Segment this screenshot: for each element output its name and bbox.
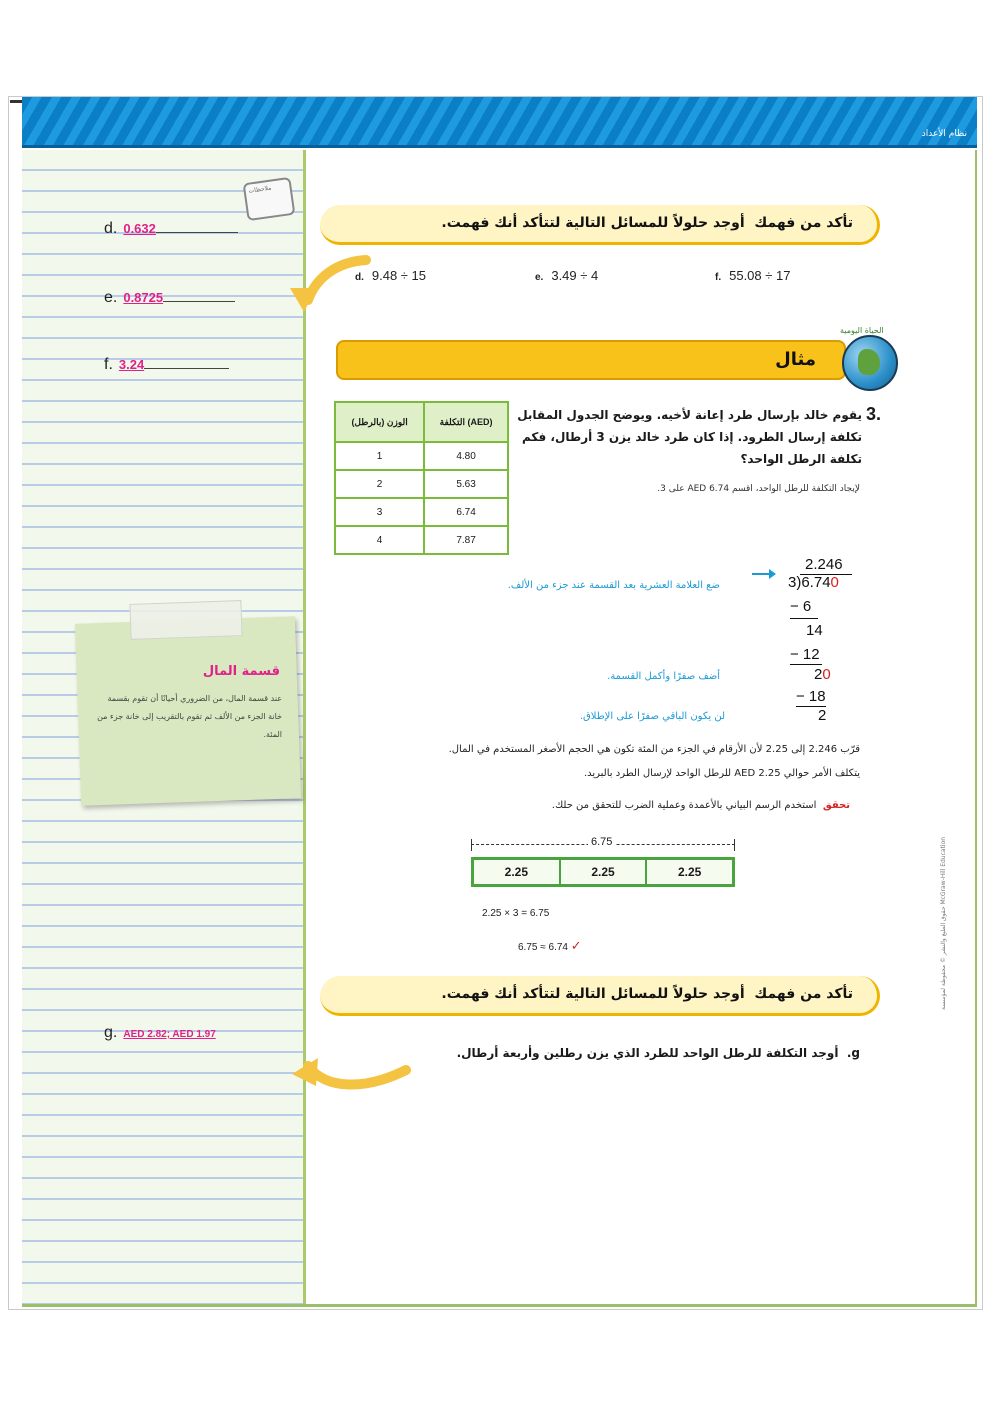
- check-mark-icon: ✓: [570, 938, 582, 953]
- notes-icon: ملاحظات: [243, 177, 296, 221]
- top-banner: [22, 97, 977, 148]
- bar-model: [471, 857, 735, 887]
- answer-e: e. 0.8725: [104, 289, 235, 307]
- equation-approx: 6.75 ≈ 6.74 ✓: [518, 938, 582, 953]
- sticky-note-body: عند قسمة المال، من الضروري أحيانًا أن تقوم بقسمة خانة الجزء من الألف ثم تقوم بالتقريب إلى خانة جزء من المئة.: [97, 694, 282, 739]
- side-credit: حقوق الطبع والنشر © محفوظة لمؤسسة McGraw-Hill Education: [940, 836, 947, 1010]
- table-header-cost: التكلفة (AED): [424, 402, 508, 442]
- example-title: مثال: [336, 340, 846, 380]
- table-row: 4 7.87: [335, 526, 508, 554]
- check-understanding-bar: تأكد من فهمك أوجد حلولاً للمسائل التالية لتتأكد أنك فهمت.: [320, 205, 880, 245]
- curved-arrow-icon-2: [286, 1040, 416, 1110]
- note-remainder: لن يكون الباقي صفرًا على الإطلاق.: [579, 711, 725, 722]
- para-check: تحقق استخدم الرسم البياني بالأعمدة وعملية الضرب للتحقق من حلك.: [551, 800, 850, 811]
- curved-arrow-icon: [286, 248, 376, 318]
- globe-tag: الحياة اليومية: [840, 326, 884, 335]
- para-round: قرّب 2.246 إلى 2.25 لأن الأرقام في الجزء من المئة تكون هي الحجم الأصغر المستخدم في المال.: [448, 744, 860, 755]
- answer-d: d. 0.632: [104, 220, 238, 238]
- example-subtext: لإيجاد التكلفة للرطل الواحد، اقسم AED 6.74 على 3.: [657, 484, 860, 494]
- example-number: 3.: [866, 404, 882, 424]
- check-understanding-bar-2: تأكد من فهمك أوجد حلولاً للمسائل التالية لتتأكد أنك فهمت.: [320, 976, 880, 1016]
- para-cost: يتكلف الأمر حوالي AED 2.25 للرطل الواحد لإرسال الطرد بالبريد.: [583, 768, 860, 779]
- divisor: 3)6.740: [788, 574, 839, 591]
- bar-part: 2.25: [645, 860, 732, 884]
- table-header-row: [335, 402, 508, 442]
- table-row: 1 4.80: [335, 442, 508, 470]
- bar-part: 2.25: [559, 860, 646, 884]
- example-text: يقوم خالد بإرسال طرد إعانة لأخيه. ويوضح الجدول المقابل تكلفة إرسال الطرود. إذا كان طرد خالد يزن 3 أرطال، فكم تكلفة الرطل الواحد؟: [517, 408, 862, 466]
- right-rule: [975, 150, 977, 1306]
- note-decimal: ضع العلامة العشرية بعد القسمة عند جزء من الألف.: [507, 580, 720, 591]
- table-header-weight: الوزن (بالرطل): [335, 402, 424, 442]
- note-add-zero: أضف صفرًا وأكمل القسمة.: [607, 671, 720, 682]
- bar-model-total: 6.75: [588, 836, 615, 848]
- unit-label: نظام الأعداد: [921, 129, 967, 139]
- equation-multiply: 2.25 × 3 = 6.75: [482, 908, 550, 919]
- tape: [129, 600, 242, 640]
- problem-e: e. 3.49 ÷ 4: [535, 268, 599, 283]
- cost-table: [334, 401, 509, 555]
- quotient: 2.246: [805, 556, 843, 573]
- problem-g: g. أوجد التكلفة للرطل الواحد للطرد الذي يزن رطلين وأربعة أرطال.: [456, 1046, 860, 1060]
- sticky-note-title: قسمة المال: [202, 664, 280, 679]
- bar-part: 2.25: [474, 860, 559, 884]
- problem-d: d. 9.48 ÷ 15: [355, 268, 427, 283]
- answer-f: f. 3.24: [104, 356, 229, 374]
- answer-g: g. AED 2.82; AED 1.97: [104, 1024, 216, 1041]
- table-row: 2 5.63: [335, 470, 508, 498]
- problem-f: f. 55.08 ÷ 17: [715, 268, 791, 283]
- pointer-arrow-icon: [752, 573, 774, 575]
- globe-icon: [842, 335, 898, 391]
- table-row: 3 6.74: [335, 498, 508, 526]
- bottom-rule: [22, 1304, 977, 1307]
